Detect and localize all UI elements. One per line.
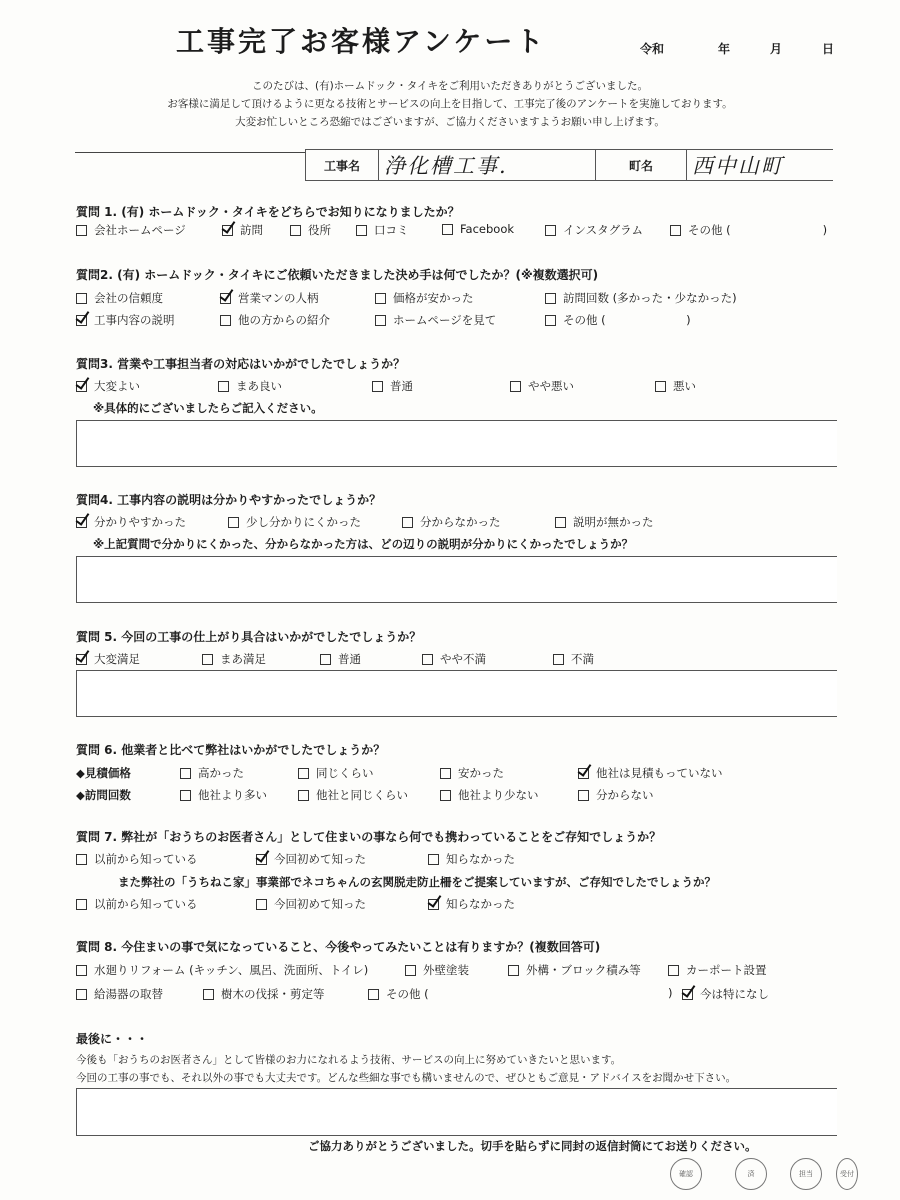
q5-option[interactable]: まあ満足 [202,651,266,667]
checkbox-checked[interactable] [578,768,589,779]
q3-option[interactable]: やや悪い [510,378,574,394]
q2-option[interactable]: 営業マンの人柄 [220,290,319,306]
question-4: 質問4. 工事内容の説明は分かりやすかったでしょうか？ [76,493,382,507]
q3-note: ※具体的にございましたらご記入ください。 [93,401,323,415]
checkbox[interactable] [545,293,556,304]
q3-option[interactable]: 悪い [655,378,696,394]
q7-option[interactable]: 以前から知っている [76,896,198,912]
q6-row-label: ◆見積価格 [76,766,131,780]
date-month: 月 [770,42,783,56]
checkbox[interactable] [320,654,331,665]
q8-option[interactable]: 外構・ブロック積み等 [508,962,641,978]
question-2: 質問2. (有) ホームドック・タイキにご依頼いただきました決め手は何でしたか？(※複数選択可) [76,268,599,282]
checkbox[interactable] [508,965,519,976]
checkbox[interactable] [578,790,589,801]
q2-option[interactable]: 工事内容の説明 [76,312,175,328]
checkbox-checked[interactable] [222,225,233,236]
final-line: 今後も「おうちのお医者さん」として皆様のお力になれるよう技術、サービスの向上に努めていきたいと思います。 [76,1054,622,1066]
q8-option[interactable]: 樹木の伐採・剪定等 [203,986,325,1002]
intro-line: 大変お忙しいところ恐縮ではございますが、ご協力くださいますようお願い申し上げます。 [235,116,665,128]
q5-option[interactable]: 不満 [553,651,594,667]
q6-option[interactable]: 他社より多い [180,787,267,803]
checkbox[interactable] [545,315,556,326]
q1-option[interactable]: 会社ホームページ [76,222,186,238]
q5-comment-box[interactable] [76,670,837,717]
q8-option[interactable]: 外壁塗装 [405,962,469,978]
q6-option[interactable]: 安かった [440,765,504,781]
q6-option[interactable]: 分からない [578,787,654,803]
checkbox[interactable] [668,965,679,976]
checkbox[interactable] [670,225,681,236]
q6-row-label: ◆訪問回数 [76,788,131,802]
checkbox[interactable] [356,225,367,236]
checkbox[interactable] [298,790,309,801]
stamp-seal: 担当 [790,1158,822,1190]
checkbox[interactable] [76,965,87,976]
checkbox[interactable] [220,315,231,326]
checkbox[interactable] [422,654,433,665]
question-8: 質問 8. 今住まいの事で気になっていること、今後やってみたいことは有りますか？(複数回答可) [76,940,601,954]
checkbox[interactable] [76,293,87,304]
checkbox[interactable] [256,899,267,910]
q4-option[interactable]: 少し分かりにくかった [228,514,361,530]
checkbox[interactable] [76,854,87,865]
q7-option[interactable]: 今回初めて知った [256,851,366,867]
checkbox[interactable] [290,225,301,236]
checkbox-checked[interactable] [76,654,87,665]
checkbox[interactable] [76,225,87,236]
question-7: 質問 7. 弊社が「おうちのお医者さん」として住まいの事なら何でも携わっていることをご存知でしょうか？ [76,830,662,844]
q6-option[interactable]: 他社と同じくらい [298,787,408,803]
q5-option[interactable]: やや不満 [422,651,486,667]
checkbox-checked[interactable] [76,315,87,326]
checkbox[interactable] [553,654,564,665]
q7-sub-question: また弊社の「うちねこ家」事業部でネコちゃんの玄関脱走防止柵をご提案していますが、ご存知でしたでしょうか？ [118,875,716,889]
checkbox[interactable] [76,989,87,1000]
checkbox[interactable] [368,989,379,1000]
checkbox[interactable] [555,517,566,528]
date-day: 日 [822,42,835,56]
q4-option[interactable]: 分かりやすかった [76,514,186,530]
date-era: 令和 [640,42,665,56]
checkbox-checked[interactable] [220,293,231,304]
q8-option[interactable]: 今は特になし [682,986,769,1002]
q7-option[interactable]: 今回初めて知った [256,896,366,912]
checkbox[interactable] [203,989,214,1000]
q2-option[interactable]: 会社の信頼度 [76,290,163,306]
q2-option[interactable]: その他 ( ) [545,312,691,328]
stamp-seal: 受付 [836,1158,858,1190]
q1-option[interactable]: その他 ( ) [670,222,827,238]
question-1: 質問 1. (有) ホームドック・タイキをどちらでお知りになりましたか？ [76,205,460,219]
checkbox[interactable] [76,899,87,910]
final-comment-box[interactable] [76,1088,837,1136]
work-order-table [305,149,833,181]
q4-note: ※上記質問で分かりにくかった、分からなかった方は、どの辺りの説明が分かりにくかったでしょうか？ [93,537,634,551]
checkbox-checked[interactable] [256,854,267,865]
q3-option[interactable]: 大変よい [76,378,140,394]
q6-option[interactable]: 他社より少ない [440,787,539,803]
q8-option[interactable]: 給湯器の取替 [76,986,163,1002]
q3-option[interactable]: まあ良い [218,378,282,394]
checkbox[interactable] [402,517,413,528]
q8-option[interactable]: その他 ( [368,986,429,1002]
q6-option[interactable]: 同じくらい [298,765,374,781]
divider [75,152,305,153]
checkbox-checked[interactable] [682,989,693,1000]
q1-option[interactable]: 役所 [290,222,331,238]
q2-option[interactable]: 価格が安かった [375,290,474,306]
checkbox-checked[interactable] [428,899,439,910]
final-line: 今回の工事の事でも、それ以外の事でも大丈夫です。どんな些細な事でも構いませんので、ぜひともご意見・アドバイスをお聞かせ下さい。 [76,1072,737,1084]
q6-option[interactable]: 他社は見積もっていない [578,765,723,781]
checkbox[interactable] [180,790,191,801]
q8-option[interactable]: 水廻りリフォーム (キッチン、風呂、洗面所、トイレ) [76,962,368,978]
checkbox-checked[interactable] [76,381,87,392]
checkbox[interactable] [510,381,521,392]
intro-line: このたびは、(有)ホームドック・タイキをご利用いただきありがとうございました。 [251,80,649,92]
q2-option[interactable]: ホームページを見て [375,312,496,328]
final-heading: 最後に・・・ [76,1032,149,1046]
checkbox[interactable] [428,854,439,865]
checkbox[interactable] [372,381,383,392]
checkbox[interactable] [440,768,451,779]
q8-other-close: ) [668,986,673,1000]
q2-option[interactable]: 他の方からの紹介 [220,312,330,328]
stamp-seal: 済 [735,1158,767,1190]
q1-option[interactable]: 口コミ [356,222,409,238]
date-year: 年 [718,42,731,56]
checkbox[interactable] [440,790,451,801]
q6-option[interactable]: 高かった [180,765,244,781]
q8-option[interactable]: カーポート設置 [668,962,767,978]
q4-comment-box[interactable] [76,556,837,603]
stamp-seal: 確認 [670,1158,702,1190]
q3-option[interactable]: 普通 [372,378,413,394]
q1-option[interactable]: Facebook [442,222,514,236]
question-5: 質問 5. 今回の工事の仕上がり具合はいかがでしたでしょうか？ [76,630,422,644]
intro-line: お客様に満足して頂けるように更なる技術とサービスの向上を目指して、工事完了後のアンケートを実施しております。 [167,98,733,110]
q3-comment-box[interactable] [76,420,837,467]
q7-option[interactable]: 知らなかった [428,851,515,867]
q1-option[interactable]: 訪問 [222,222,263,238]
checkbox[interactable] [218,381,229,392]
checkbox[interactable] [202,654,213,665]
question-3: 質問3. 営業や工事担当者の対応はいかがでしたでしょうか？ [76,357,406,371]
q4-option[interactable]: 分からなかった [402,514,501,530]
checkbox[interactable] [375,315,386,326]
checkbox[interactable] [405,965,416,976]
question-6: 質問 6. 他業者と比べて弊社はいかがでしたでしょうか？ [76,743,386,757]
q5-option[interactable]: 普通 [320,651,361,667]
q2-option[interactable]: 訪問回数 (多かった・少なかった) [545,290,737,306]
checkbox[interactable] [442,224,453,235]
closing-message: ご協力ありがとうございました。切手を貼らずに同封の返信封筒にてお送りください。 [308,1139,757,1153]
town-label: 町名 [596,150,687,180]
checkbox[interactable] [180,768,191,779]
work-name-label: 工事名 [306,150,379,180]
checkbox[interactable] [298,768,309,779]
checkbox-checked[interactable] [76,517,87,528]
q7-option[interactable]: 知らなかった [428,896,515,912]
q1-option[interactable]: インスタグラム [545,222,643,238]
checkbox[interactable] [375,293,386,304]
survey-title: 工事完了お客様アンケート [176,25,547,58]
town-value[interactable]: 西中山町 [692,154,784,178]
q4-option[interactable]: 説明が無かった [555,514,654,530]
q5-option[interactable]: 大変満足 [76,651,140,667]
checkbox[interactable] [228,517,239,528]
checkbox[interactable] [545,225,556,236]
checkbox[interactable] [655,381,666,392]
q7-option[interactable]: 以前から知っている [76,851,198,867]
work-name-value[interactable]: 浄化槽工事. [378,150,596,180]
